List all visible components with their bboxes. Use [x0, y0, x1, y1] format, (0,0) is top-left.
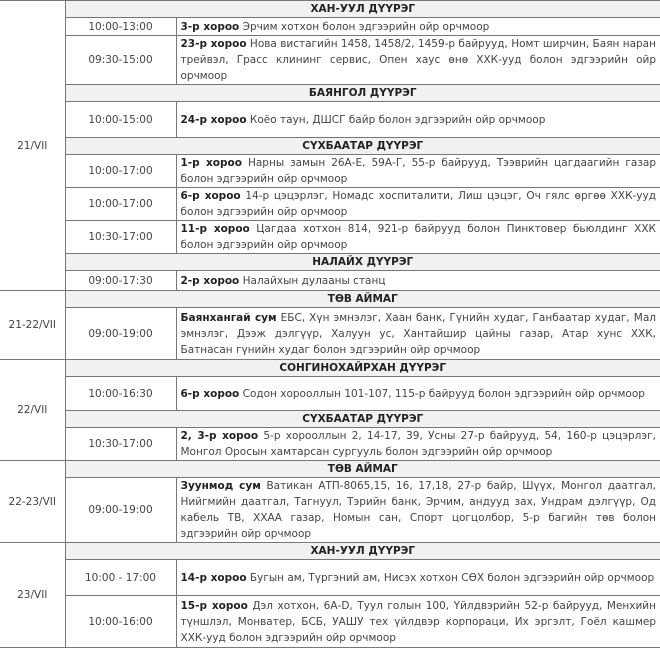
- time-cell: 10:00-17:00: [65, 155, 176, 188]
- khoroo-label: Зуунмод сум: [180, 480, 261, 492]
- location-cell: [176, 18, 660, 36]
- date-cell: 21-22/VII: [0, 291, 65, 360]
- table-row: [0, 271, 660, 291]
- district-name: СОНГИНОХАЙРХАН ДҮҮРЭГ: [65, 360, 660, 377]
- table-row: [0, 478, 660, 543]
- khoroo-label: 15-р хороо: [180, 599, 248, 612]
- table-row: [0, 221, 660, 254]
- location-cell: [176, 188, 660, 221]
- location-text: 14-р цэцэрлэг, Номадс хоспиталити, Лиш цэцэг, Оч гялс өргөө ХХК-ууд болон эдгээрийн ойр орчмоор: [180, 190, 656, 218]
- table-row: [0, 102, 660, 138]
- date-cell: 22-23/VII: [0, 461, 65, 543]
- time-cell: 10:00-13:00: [65, 18, 176, 36]
- time-cell: 10:00 - 17:00: [65, 560, 176, 596]
- time-cell: 10:30-17:00: [65, 221, 176, 254]
- district-header-row: [0, 360, 660, 377]
- table-row: [0, 377, 660, 411]
- district-header-row: [0, 1, 660, 18]
- district-header-row: [0, 138, 660, 155]
- table-row: [0, 188, 660, 221]
- district-header-row: [0, 85, 660, 102]
- khoroo-label: 11-р хороо: [180, 223, 250, 235]
- table-row: [0, 596, 660, 648]
- khoroo-label: 2-р хороо: [180, 274, 240, 287]
- location-cell: [176, 478, 660, 543]
- table-row: [0, 18, 660, 36]
- location-cell: [176, 428, 660, 461]
- district-header-row: [0, 543, 660, 560]
- location-text: Нарны замын 26А-Е, 59А-Г, 55-р байрууд, Тээврийн цагдаагийн газар болон эдгээрийн ойр орчмоор: [180, 157, 657, 185]
- date-cell: 21/VII: [0, 1, 65, 291]
- khoroo-label: 6-р хороо: [180, 190, 241, 202]
- khoroo-label: 6-р хороо: [180, 387, 240, 400]
- district-name: ХАН-УУЛ ДҮҮРЭГ: [65, 543, 660, 560]
- date-cell: 23/VII: [0, 543, 65, 648]
- time-cell: 10:00-16:30: [65, 377, 176, 411]
- time-cell: 09:30-15:00: [65, 36, 176, 85]
- khoroo-label: 14-р хороо: [180, 571, 247, 584]
- khoroo-label: 3-р хороо: [180, 20, 240, 33]
- location-text: Цагдаа хотхон 814, 921-р байрууд болон Пинктовер бьюлдинг ХХК болон эдгээрийн ойр орчмоор: [180, 223, 656, 251]
- location-cell: [176, 221, 660, 254]
- location-cell: [176, 308, 660, 360]
- location-text: Эрчим хотхон болон эдгээрийн ойр орчмоор: [242, 20, 490, 33]
- district-name: БАЯНГОЛ ДҮҮРЭГ: [65, 85, 660, 102]
- time-cell: 10:00-16:00: [65, 596, 176, 648]
- khoroo-label: Баянхангай сум: [180, 311, 277, 324]
- khoroo-label: 24-р хороо: [180, 113, 247, 126]
- table-row: [0, 155, 660, 188]
- time-cell: 10:00-17:00: [65, 188, 176, 221]
- district-name: ТӨВ АЙМАГ: [65, 291, 660, 308]
- location-text: Ватикан АТП-8065,15, 16, 17,18, 27-р байр, Шүүх, Монгол даатгал, Нийгмийн даатгал, Тагнуул, Тэрийн банк, Эрчим, андууд зах, Ундрам дэлгүүр, Од кабель ТВ, ХХАА газар, Номын сан, Спорт цогцолбор, 5-р багийн төв болон эдгээрийн ойр орчмоор: [180, 480, 656, 540]
- district-name: СҮХБААТАР ДҮҮРЭГ: [65, 411, 660, 428]
- location-cell: [176, 155, 660, 188]
- table-row: [0, 560, 660, 596]
- time-cell: 10:00-15:00: [65, 102, 176, 138]
- location-cell: [176, 36, 660, 85]
- khoroo-label: 2, 3-р хороо: [180, 430, 259, 442]
- district-name: НАЛАЙХ ДҮҮРЭГ: [65, 254, 660, 271]
- time-cell: 09:00-19:00: [65, 308, 176, 360]
- district-name: ХАН-УУЛ ДҮҮРЭГ: [65, 1, 660, 18]
- district-header-row: [0, 254, 660, 271]
- table-row: [0, 36, 660, 85]
- district-header-row: [0, 411, 660, 428]
- khoroo-label: 1-р хороо: [180, 157, 242, 169]
- location-cell: [176, 102, 660, 138]
- location-text: 5-р хорооллын 2, 14-17, 39, Усны 27-р байрууд, 54, 160-р цэцэрлэг, Монгол Оросын хамтарсан сургууль болон эдгээрийн ойр орчмоор: [180, 430, 656, 458]
- district-name: СҮХБААТАР ДҮҮРЭГ: [65, 138, 660, 155]
- district-header-row: [0, 461, 660, 478]
- location-cell: [176, 377, 660, 411]
- khoroo-label: 23-р хороо: [180, 38, 247, 50]
- location-cell: [176, 596, 660, 648]
- location-text: Дэл хотхон, 6А-D, Туул голын 100, Үйлдвэрийн 52-р байрууд, Менхийн түншлэл, Монватер, БСБ, УАШУ тех үйлдвэр корпораци, Их эргэлт, Гоёл кашмер ХХК-ууд болон эдгээрийн ойр орчмоор: [180, 599, 656, 644]
- location-text: ЕБС, Хүн эмнэлэг, Хаан банк, Гүнийн худаг, Ганбаатар худаг, Мал эмнэлэг, Дээж дэлгүүр, Халуун ус, Хантайшир цайны газар, Атар хунс ХХК, Батнасан гүнийн худаг болон эдгээрийн ойр орчмоор: [180, 311, 656, 356]
- table-row: [0, 428, 660, 461]
- location-text: Содон хорооллын 101-107, 115-р байрууд болон эдгээрийн ойр орчмоор: [242, 387, 645, 400]
- table-row: [0, 308, 660, 360]
- location-cell: [176, 560, 660, 596]
- location-cell: [176, 271, 660, 291]
- location-text: Бугын ам, Түргэний ам, Нисэх хотхон СӨХ болон эдгээрийн ойр орчмоор: [249, 571, 655, 584]
- location-text: Налайхын дулааны станц: [242, 274, 386, 287]
- time-cell: 10:30-17:00: [65, 428, 176, 461]
- schedule-body: [0, 1, 660, 648]
- district-header-row: [0, 291, 660, 308]
- district-name: ТӨВ АЙМАГ: [65, 461, 660, 478]
- time-cell: 09:00-17:30: [65, 271, 176, 291]
- location-text: Нова вистагийн 1458, 1458/2, 1459-р байрууд, Номт ширчин, Баян наран трейвэл, Грасс клининг сервис, Опен хаус өнө ХХК-ууд болон эдгээрийн ойр орчмоор: [180, 38, 656, 82]
- time-cell: 09:00-19:00: [65, 478, 176, 543]
- date-cell: 22/VII: [0, 360, 65, 461]
- location-text: Коёо таун, ДШСГ байр болон эдгээрийн ойр орчмоор: [249, 113, 546, 126]
